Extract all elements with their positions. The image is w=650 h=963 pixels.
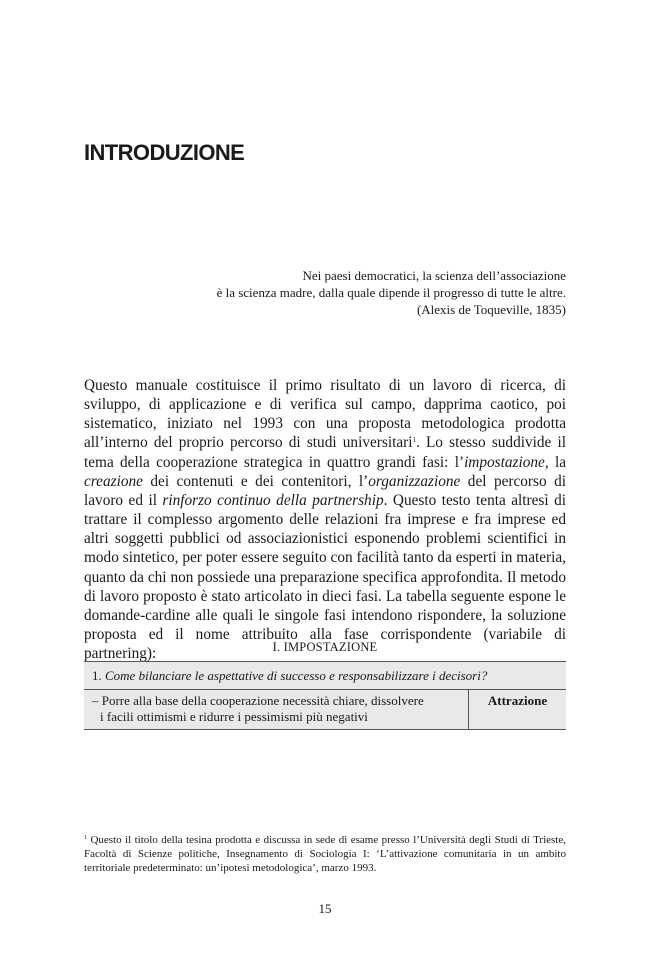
emphasis-impostazione: impostazione (464, 453, 545, 471)
phase-table (84, 661, 566, 730)
question-number: 1. (92, 668, 102, 683)
emphasis-rinforzo: rinforzo continuo della partnership (162, 491, 384, 509)
footnote (84, 833, 566, 875)
epigraph-line: è la scienza madre, dalla quale dipende il progresso di tutte le altre. (216, 285, 566, 300)
table-caption: I. IMPOSTAZIONE (272, 640, 378, 654)
table-cell-variable: Attrazione (487, 693, 548, 708)
body-text-segment: Questo manuale costituisce il primo risultato di un lavoro di ricerca, di sviluppo, di applicazione e di verifica sul campo, dapprima caotico, poi sistematico, iniziato nel 1993 con una proposta metodologica prodotta all’interno del proprio percorso di studi universitari (84, 377, 566, 452)
table-cell-solution (84, 690, 469, 729)
epigraph-attribution: (Alexis de Toqueville, 1835) (416, 302, 566, 317)
body-text-segment: del percorso di lavoro ed il (84, 472, 566, 509)
table-row (84, 690, 566, 729)
body-text-segment: , la (544, 453, 566, 471)
question-text: Come bilanciare le aspettative di successo e responsabilizzare i decisori? (105, 668, 488, 683)
footnote-marker: 1 (84, 835, 87, 841)
solution-line: i facili ottimismi e ridurre i pessimismi più negativi (100, 709, 368, 724)
footnote-reference: 1 (412, 436, 416, 445)
epigraph-line: Nei paesi democratici, la scienza dell’associazione (302, 268, 566, 283)
table-question-row (84, 662, 566, 690)
body-text-segment: . Questo testo tenta altresì di trattare il complesso argomento delle relazioni fra imprese e fra imprese ed altri soggetti pubblici od associazionistici esponendo problemi scientifici in modo sintetico, per poter essere seguito con facilità tanto da esperti in materia, quanto da chi non possiede una preparazione specifica approfondita. Il metodo di lavoro proposto è stato articolato in dieci fasi. La tabella seguente espone le domande-cardine alle quali le singole fasi intendono rispondere, la soluzione proposta ed il nome attribuito alla fase corrispondente (variabile di partnering): (84, 491, 566, 663)
body-text-segment: . Lo stesso suddivide il tema della cooperazione strategica in quattro grandi fasi: l’ (84, 434, 566, 471)
epigraph (106, 267, 566, 318)
footnote-text: Questo il titolo della tesina prodotta e discussa in sede di esame presso l’Università degli Studi di Trieste, Facoltà di Scienze politiche, Insegnamento di Sociologia I: ‘L’attivazione comunitaria in un ambito territoriale predeterminato: un’ipotesi metodologica’, marzo 1993. (84, 834, 566, 874)
body-paragraph (84, 376, 566, 663)
emphasis-creazione: creazione (84, 472, 143, 490)
page-number: 15 (318, 901, 332, 916)
page-title: INTRODUZIONE (84, 140, 245, 165)
emphasis-organizzazione: organizzazione (368, 472, 461, 490)
solution-line: – Porre alla base della cooperazione necessità chiare, dissolvere (92, 693, 424, 708)
body-text-segment: dei contenuti e dei contenitori, l’ (142, 472, 369, 490)
